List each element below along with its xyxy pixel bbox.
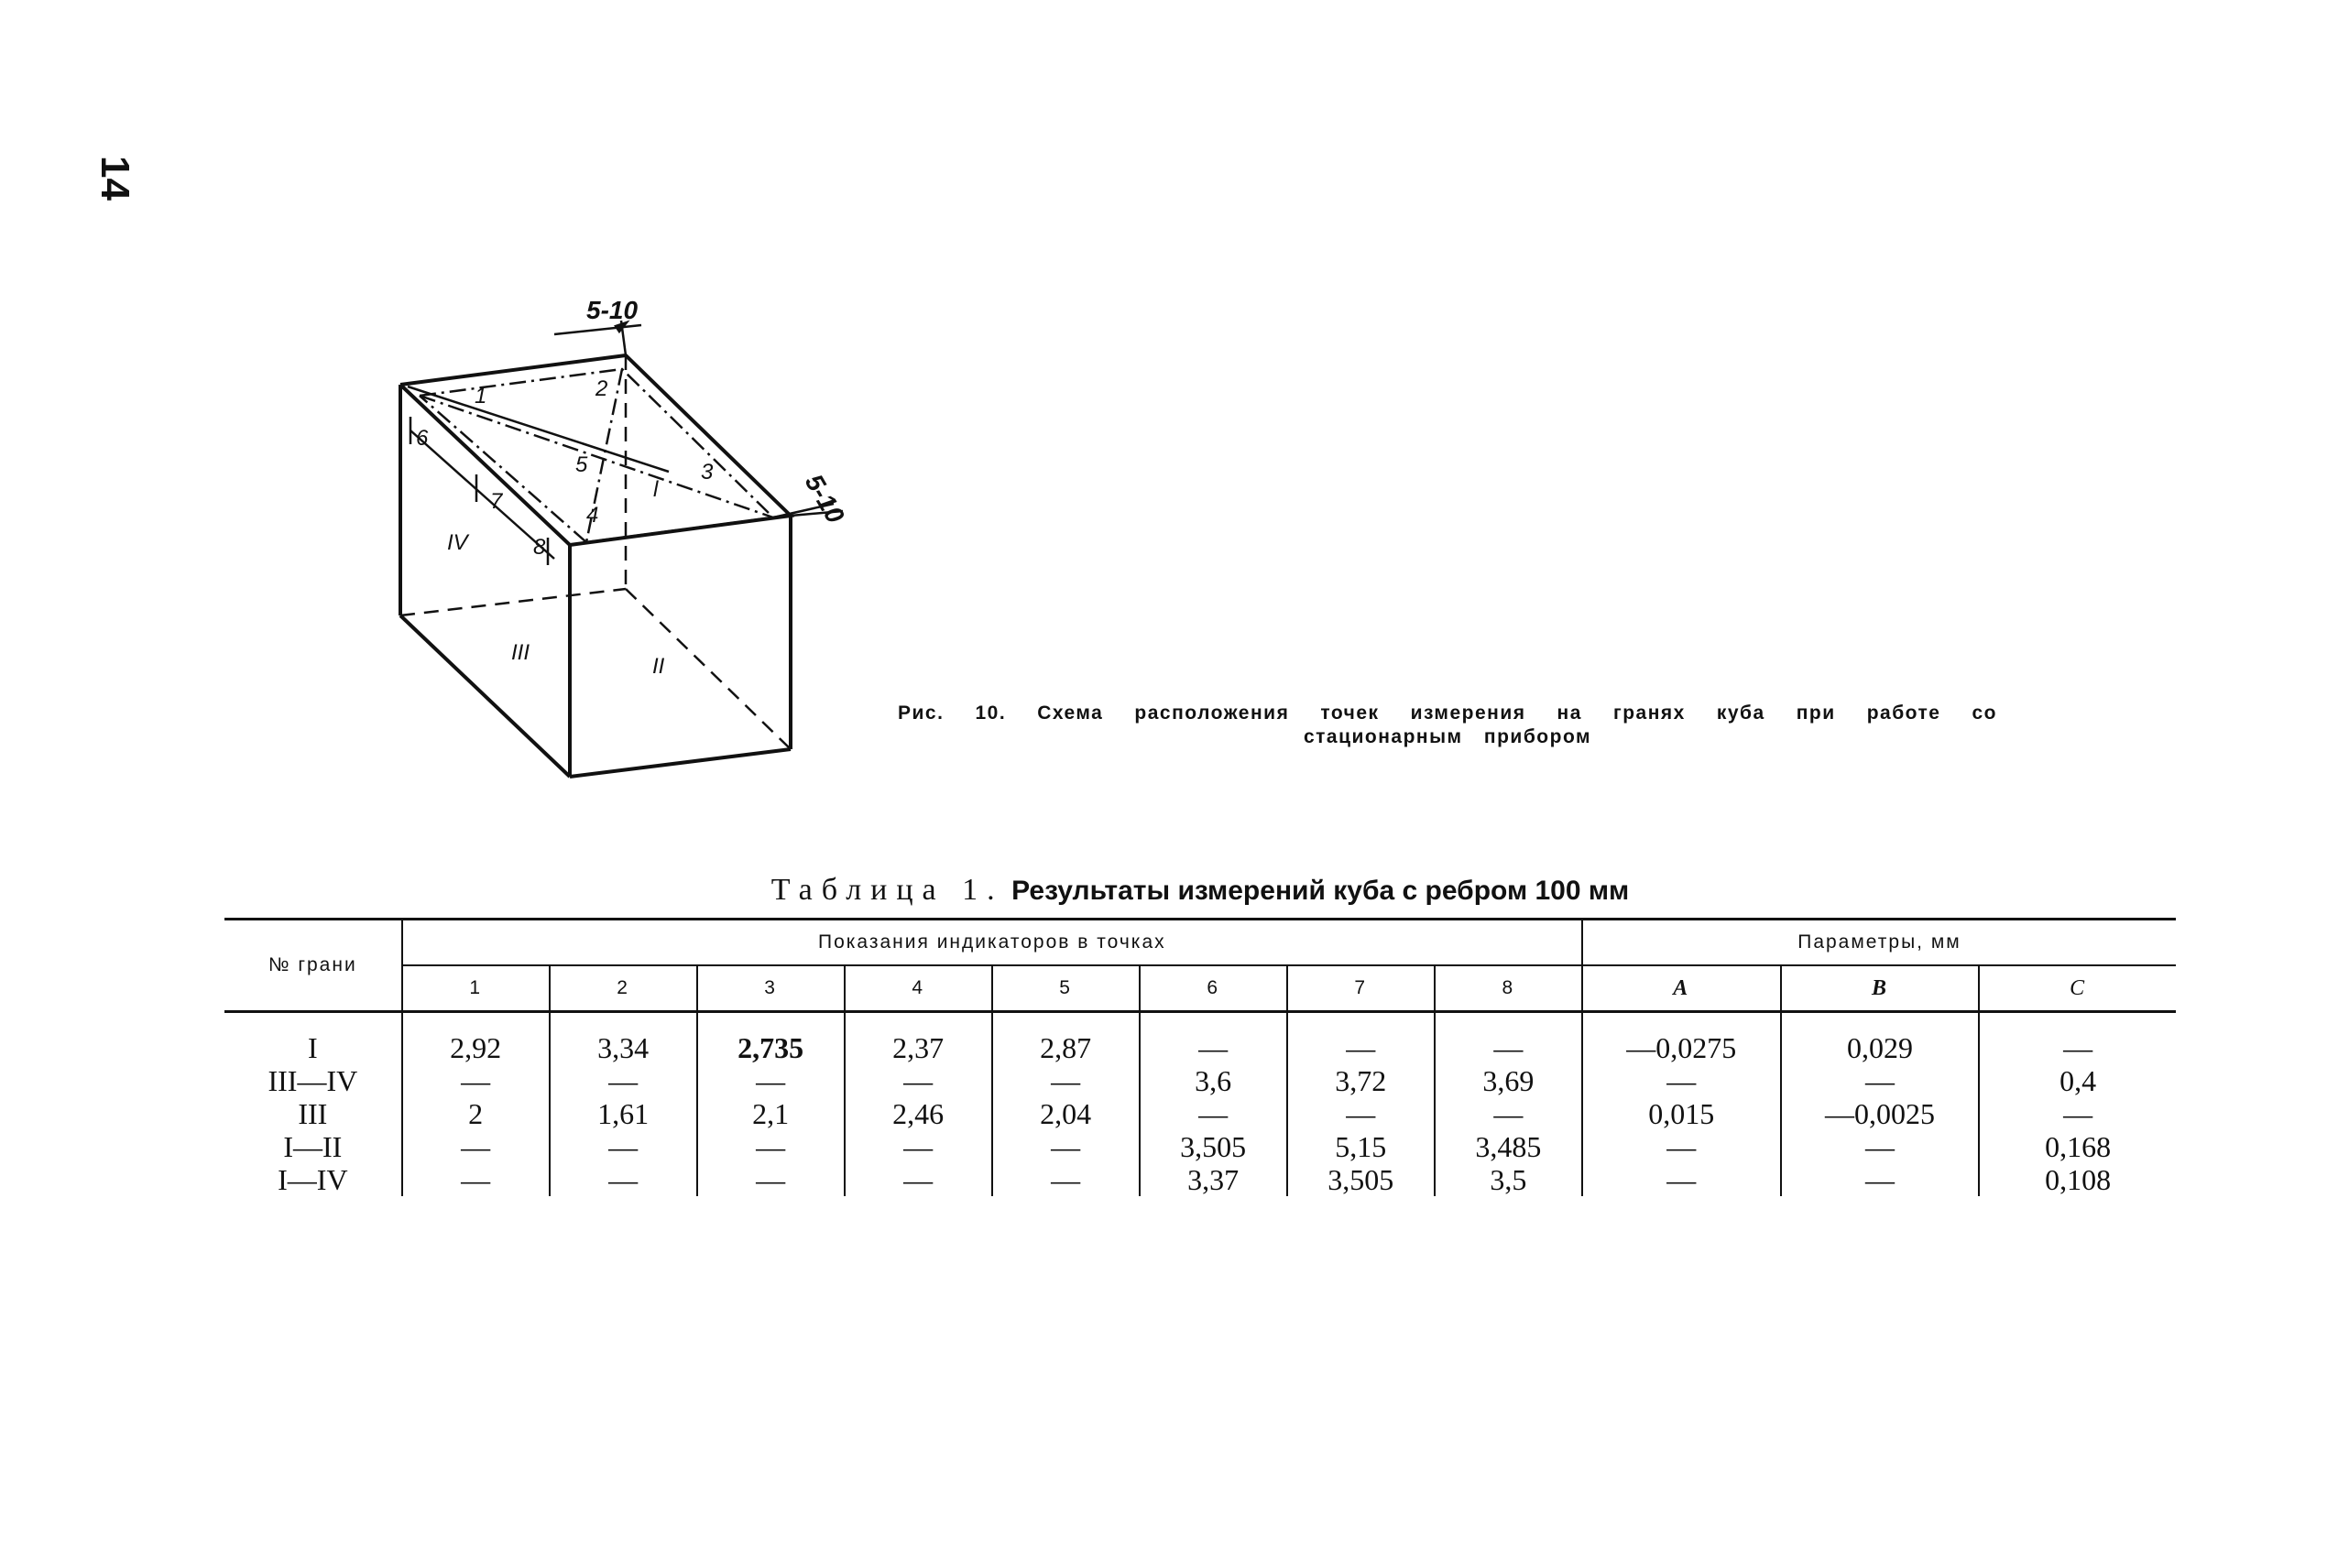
dimension-top-label: 5-10 xyxy=(586,296,639,324)
dimension-top-lines xyxy=(554,321,641,355)
table-cell: — xyxy=(1435,1097,1582,1130)
table-cell: 0,029 xyxy=(1781,1031,1980,1064)
table-cell: — xyxy=(1781,1064,1980,1097)
table-cell: — xyxy=(2063,1097,2093,1130)
table-title xyxy=(224,873,2176,908)
table-row xyxy=(224,1163,2176,1196)
caption-line-1: Рис. 10. Схема расположения точек измерения на гранях куба при работе со xyxy=(898,702,1997,724)
table-cell: 3,485 xyxy=(1435,1130,1582,1163)
table-row xyxy=(224,1064,2176,1097)
point-header: 8 xyxy=(1435,965,1582,1012)
table-cell: 3,505 xyxy=(1287,1163,1435,1196)
param-header: A xyxy=(1582,965,1781,1012)
face-cell: I xyxy=(224,1031,402,1064)
table-cell: — xyxy=(402,1130,550,1163)
table-cell: — xyxy=(1140,1031,1287,1064)
table-cell: — xyxy=(1287,1031,1435,1064)
table-cell: 0,015 xyxy=(1582,1097,1781,1130)
face-cell: I—IV xyxy=(224,1163,402,1196)
table-cell: 0,168 xyxy=(2045,1130,2112,1163)
point-header: 6 xyxy=(1140,965,1287,1012)
point-5-label: 5 xyxy=(575,452,588,477)
point-3-label: 3 xyxy=(701,460,714,485)
table-cell: — xyxy=(697,1130,845,1163)
table-cell: 2,37 xyxy=(845,1031,992,1064)
face-cell: III—IV xyxy=(224,1064,402,1097)
point-header: 5 xyxy=(992,965,1140,1012)
cube-visible-edges xyxy=(400,355,791,777)
table-cell: — xyxy=(2063,1031,2093,1064)
table-cell: — xyxy=(1435,1031,1582,1064)
table-cell: — xyxy=(402,1163,550,1196)
table-cell: — xyxy=(845,1130,992,1163)
table-cell: — xyxy=(1582,1064,1781,1097)
readings-group-header: Показания индикаторов в точках xyxy=(402,920,1582,966)
table-cell: 2,735 xyxy=(697,1031,845,1064)
table-cell: 2 xyxy=(402,1097,550,1130)
point-4-label: 4 xyxy=(586,503,599,528)
table-cell: 2,87 xyxy=(992,1031,1140,1064)
table-cell: 3,72 xyxy=(1287,1064,1435,1097)
table-cell: 0,108 xyxy=(2045,1163,2112,1196)
table-cell: 3,69 xyxy=(1435,1064,1582,1097)
table-cell: 2,04 xyxy=(992,1097,1140,1130)
figure-caption xyxy=(898,702,1997,749)
table-cell: — xyxy=(1781,1163,1980,1196)
point-1-label: 1 xyxy=(475,384,487,408)
face-ii-label: II xyxy=(652,654,665,679)
point-header: 3 xyxy=(697,965,845,1012)
cube-measurement-diagram xyxy=(366,284,879,797)
point-6-label: 6 xyxy=(416,426,429,451)
caption-line-2: стационарным прибором xyxy=(1303,726,1592,747)
face-cell: III xyxy=(224,1097,402,1130)
table-cell: — xyxy=(697,1163,845,1196)
point-7-label: 7 xyxy=(490,489,503,514)
table-cell: 3,505 xyxy=(1140,1130,1287,1163)
table-cell: 3,37 xyxy=(1140,1163,1287,1196)
table-cell: —0,0025 xyxy=(1781,1097,1980,1130)
point-header: 1 xyxy=(402,965,550,1012)
table-cell: — xyxy=(845,1163,992,1196)
table-cell: 3,34 xyxy=(550,1031,697,1064)
table-cell: — xyxy=(992,1163,1140,1196)
point-8-label: 8 xyxy=(533,535,546,560)
face-cell: I—II xyxy=(224,1130,402,1163)
face-iv-label: IV xyxy=(447,530,468,555)
table-cell: — xyxy=(1582,1163,1781,1196)
table-cell: 2,1 xyxy=(697,1097,845,1130)
table-cell: — xyxy=(402,1064,550,1097)
page-number: 14 xyxy=(93,156,137,201)
table-cell: —0,0275 xyxy=(1582,1031,1781,1064)
results-table xyxy=(224,918,2176,1196)
point-header: 2 xyxy=(550,965,697,1012)
table-cell: — xyxy=(1781,1130,1980,1163)
table-cell: — xyxy=(992,1130,1140,1163)
face-no-header: № грани xyxy=(224,920,402,1012)
table-row xyxy=(224,1031,2176,1064)
length-label: l xyxy=(653,477,659,502)
point-header: 4 xyxy=(845,965,992,1012)
params-group-header: Параметры, мм xyxy=(1582,920,2176,966)
table-cell: — xyxy=(1287,1097,1435,1130)
table-label: Таблица 1. xyxy=(770,873,1004,907)
param-header: B xyxy=(1781,965,1980,1012)
table-row xyxy=(224,1130,2176,1163)
table-cell: 0,4 xyxy=(2059,1064,2097,1097)
table-body xyxy=(224,1012,2176,1197)
table-cell: 1,61 xyxy=(550,1097,697,1130)
table-title-text: Результаты измерений куба с ребром 100 мм xyxy=(1011,876,1630,906)
table-cell: — xyxy=(992,1064,1140,1097)
table-cell: — xyxy=(550,1064,697,1097)
param-header: C xyxy=(1979,965,2176,1012)
table-cell: — xyxy=(845,1064,992,1097)
point-2-label: 2 xyxy=(595,376,608,401)
table-cell: 2,92 xyxy=(402,1031,550,1064)
table-cell: — xyxy=(550,1130,697,1163)
table-cell: — xyxy=(697,1064,845,1097)
table-cell: — xyxy=(1582,1130,1781,1163)
table-cell: 2,46 xyxy=(845,1097,992,1130)
table-cell: — xyxy=(550,1163,697,1196)
dimension-right-label: 5-10 xyxy=(799,469,850,528)
face-iii-label: III xyxy=(511,640,530,665)
point-header: 7 xyxy=(1287,965,1435,1012)
table-row xyxy=(224,1097,2176,1130)
table-cell: 5,15 xyxy=(1287,1130,1435,1163)
table-cell: — xyxy=(1140,1097,1287,1130)
table-cell: 3,6 xyxy=(1140,1064,1287,1097)
table-cell: 3,5 xyxy=(1435,1163,1582,1196)
